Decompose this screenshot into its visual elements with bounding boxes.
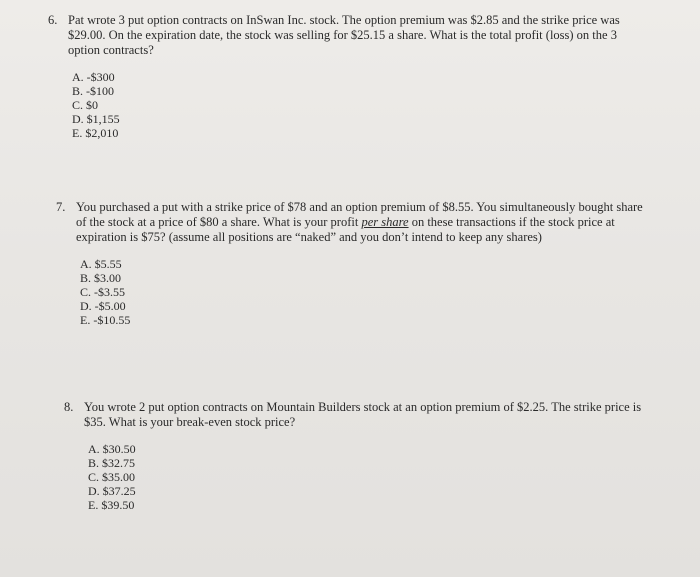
choice-c: C. $0 <box>72 98 99 112</box>
question-number: 7. <box>56 200 66 214</box>
answer-choices <box>88 442 644 512</box>
question-stem <box>76 200 646 245</box>
choice-e: E. -$10.55 <box>80 313 131 327</box>
choice-d: D. $37.25 <box>88 484 136 498</box>
question-7 <box>56 200 646 327</box>
stem-text-2: on these transactions if the stock price at expiration is $75? (assume all positions are “naked” and you don’t intend to keep any shares) <box>76 215 615 244</box>
choice-d: D. $1,155 <box>72 112 120 126</box>
answer-choices <box>72 70 634 140</box>
choice-d: D. -$5.00 <box>80 299 126 313</box>
choice-b: B. $3.00 <box>80 271 122 285</box>
choice-e: E. $2,010 <box>72 126 119 140</box>
choice-c: C. $35.00 <box>88 470 136 484</box>
choice-a: A. -$300 <box>72 70 115 84</box>
question-6 <box>48 13 634 140</box>
stem-text-1: You purchased a put with a strike price of $78 and an option premium of $8.55. You simultaneously bought share of the stock at a price of $80 a share. What is your profit <box>76 200 643 229</box>
choice-c: C. -$3.55 <box>80 285 125 299</box>
choice-b: B. $32.75 <box>88 456 136 470</box>
choice-a: A. $30.50 <box>88 442 136 456</box>
question-number: 8. <box>64 400 74 414</box>
question-8 <box>64 400 644 512</box>
stem-emphasis: per share <box>361 215 409 229</box>
choice-b: B. -$100 <box>72 84 114 98</box>
question-stem: Pat wrote 3 put option contracts on InSwan Inc. stock. The option premium was $2.85 and the strike price was $29.00. On the expiration date, the stock was selling for $25.15 a share. What is the total profit (loss) on the 3 option contracts? <box>68 13 620 57</box>
question-stem: You wrote 2 put option contracts on Mountain Builders stock at an option premium of $2.25. The strike price is $35. What is your break-even stock price? <box>84 400 642 429</box>
answer-choices <box>80 257 646 327</box>
question-number: 6. <box>48 13 58 27</box>
choice-a: A. $5.55 <box>80 257 122 271</box>
choice-e: E. $39.50 <box>88 498 135 512</box>
